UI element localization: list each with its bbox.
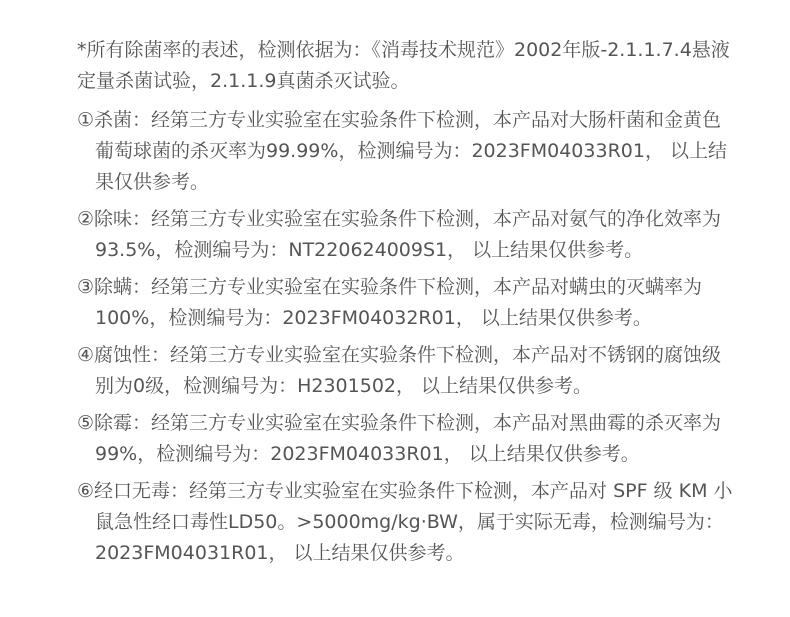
item-text: 经第三方专业实验室在实验条件下检测，本产品对大肠杆菌和金黄色葡萄球菌的杀灭率为99.99%，检测编号为：2023FM04033R01， 以上结果仅供参考。 <box>95 109 727 193</box>
item-text: 经第三方专业实验室在实验条件下检测，本产品对不锈钢的腐蚀级别为0级，检测编号为：H2301502， 以上结果仅供参考。 <box>95 344 722 397</box>
intro-note: *所有除菌率的表述，检测依据为：《消毒技术规范》2002年版-2.1.1.7.4悬液定量杀菌试验，2.1.1.9真菌杀灭试验。 <box>77 39 730 92</box>
item-mite-removal <box>77 272 737 334</box>
item-label: ③除螨： <box>77 276 152 298</box>
item-text: 经第三方专业实验室在实验条件下检测，本产品对黑曲霉的杀灭率为99%，检测编号为：2023FM04033R01， 以上结果仅供参考。 <box>95 412 722 465</box>
item-sterilization <box>77 105 737 198</box>
item-label: ⑥经口无毒： <box>77 480 190 502</box>
item-corrosiveness <box>77 340 737 402</box>
item-label: ②除味： <box>77 208 152 230</box>
item-text: 经第三方专业实验室在实验条件下检测，本产品对氨气的净化效率为93.5%，检测编号为：NT220624009S1， 以上结果仅供参考。 <box>95 208 722 261</box>
item-oral-toxicity <box>77 476 737 569</box>
item-label: ④腐蚀性： <box>77 344 171 366</box>
item-label: ⑤除霉： <box>77 412 152 434</box>
item-deodorization <box>77 204 737 266</box>
item-text: 经第三方专业实验室在实验条件下检测，本产品对螨虫的灭螨率为100%，检测编号为：2023FM04032R01， 以上结果仅供参考。 <box>95 276 703 329</box>
item-label: ①杀菌： <box>77 109 152 131</box>
item-text: 经第三方专业实验室在实验条件下检测，本产品对 SPF 级 KM 小鼠急性经口毒性LD50。>5000mg/kg·BW，属于实际无毒，检测编号为：2023FM04031R01， 以上结果仅供参考。 <box>95 480 733 564</box>
item-mold-removal <box>77 408 737 470</box>
test-report-notes <box>77 35 737 575</box>
